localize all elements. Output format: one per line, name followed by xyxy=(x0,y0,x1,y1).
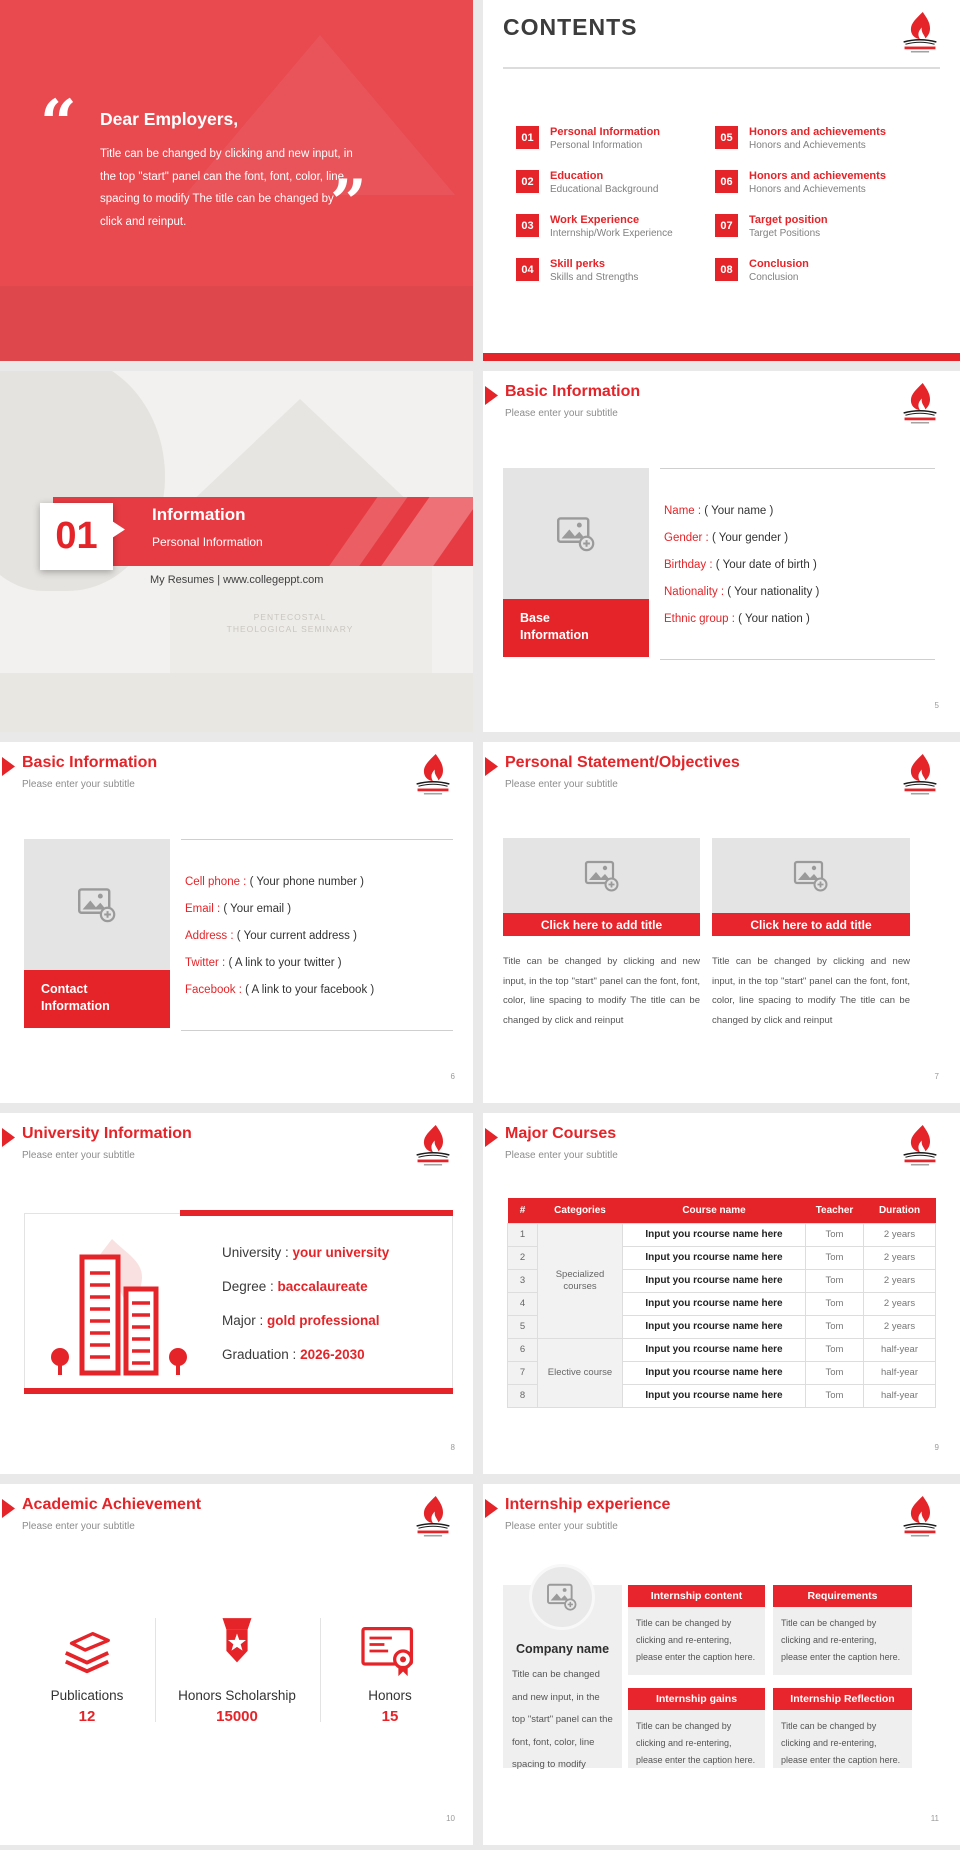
internship-box-reflection xyxy=(773,1688,912,1768)
field-value: ( Your phone number ) xyxy=(249,876,365,888)
cell-course: Input you rcourse name here xyxy=(623,1269,806,1292)
item-label: Skill perks xyxy=(550,258,606,270)
add-image-icon xyxy=(77,887,117,923)
box-caption: Title can be changed by clicking and re-entering, please enter the caption here. xyxy=(628,1607,765,1675)
cell-duration: 2 years xyxy=(864,1269,936,1292)
contents-item-02 xyxy=(516,170,741,195)
flame-book-logo-icon xyxy=(413,751,453,797)
item-number-badge: 06 xyxy=(715,170,738,193)
stat-value: 15000 xyxy=(216,1708,258,1725)
page-title: Internship experience xyxy=(505,1496,671,1513)
section-marker-triangle xyxy=(2,757,15,776)
section-title: Information xyxy=(152,505,246,524)
item-label: Personal Information xyxy=(550,126,661,138)
item-sublabel: Honors and Achievements xyxy=(749,184,866,195)
field-row xyxy=(222,1347,365,1362)
internship-box-gains xyxy=(628,1688,765,1768)
field-label: Email : xyxy=(185,903,221,915)
slide-personal-statement[interactable] xyxy=(483,742,960,1103)
cell-num: 4 xyxy=(508,1292,538,1315)
cell-duration: 2 years xyxy=(864,1223,936,1246)
cell-duration: 2 years xyxy=(864,1315,936,1338)
cell-num: 7 xyxy=(508,1361,538,1384)
photo-placeholder xyxy=(712,838,910,913)
col-header: Duration xyxy=(864,1198,936,1223)
page-number: 9 xyxy=(934,1443,939,1452)
item-number-badge: 04 xyxy=(516,258,539,281)
field-row xyxy=(185,903,291,915)
field-row xyxy=(664,586,819,598)
item-sublabel: Skills and Strengths xyxy=(550,272,639,283)
item-label: Honors and achievements xyxy=(749,126,886,138)
add-image-icon xyxy=(546,1583,578,1611)
field-label: Name : xyxy=(664,505,702,517)
item-sublabel: Personal Information xyxy=(550,140,643,151)
field-row xyxy=(185,930,357,942)
section-number-box xyxy=(40,503,113,570)
quote-title: Dear Employers, xyxy=(100,109,239,129)
contents-item-04 xyxy=(516,258,741,283)
photo-ground-shape xyxy=(0,673,473,732)
stat-scholarship xyxy=(162,1614,312,1725)
box-title: Internship gains xyxy=(628,1688,765,1710)
item-number-badge: 01 xyxy=(516,126,539,149)
field-label: Cell phone : xyxy=(185,876,247,888)
stat-value: 12 xyxy=(78,1708,96,1725)
section-marker-triangle xyxy=(485,1128,498,1147)
section-subtitle: Personal Information xyxy=(152,535,263,549)
item-label: Conclusion xyxy=(749,258,809,270)
field-value: ( Your nation ) xyxy=(738,613,810,625)
divider xyxy=(155,1618,156,1722)
table-row xyxy=(508,1338,936,1361)
cell-num: 1 xyxy=(508,1223,538,1246)
stat-label: Honors xyxy=(368,1688,412,1703)
stat-value: 15 xyxy=(381,1708,399,1725)
col-header: Categories xyxy=(538,1198,623,1223)
table-header-row xyxy=(508,1198,936,1223)
page-number: 8 xyxy=(450,1443,455,1452)
section-number: 01 xyxy=(55,515,98,557)
section-marker-triangle xyxy=(485,386,498,405)
flame-book-logo-icon xyxy=(413,1122,453,1168)
cell-num: 5 xyxy=(508,1315,538,1338)
slide-university-information[interactable] xyxy=(0,1113,473,1474)
box-title: Requirements xyxy=(773,1585,912,1607)
slide-contents[interactable] xyxy=(483,0,960,361)
cell-teacher: Tom xyxy=(806,1338,864,1361)
photo-placeholder xyxy=(503,468,649,599)
flame-book-logo-icon xyxy=(900,9,940,55)
cell-num: 2 xyxy=(508,1246,538,1269)
field-value: ( A link to your twitter ) xyxy=(228,957,342,969)
photo-placeholder xyxy=(503,838,700,913)
page-title: Academic Achievement xyxy=(22,1496,202,1513)
field-value: ( Your email ) xyxy=(223,903,292,915)
divider xyxy=(660,659,935,660)
field-value: ( Your current address ) xyxy=(236,930,357,942)
contents-item-06 xyxy=(715,170,940,195)
divider xyxy=(660,468,935,469)
add-image-icon xyxy=(556,516,596,552)
field-value: ( Your gender ) xyxy=(711,532,789,544)
field-label: University : xyxy=(222,1245,289,1260)
cell-category: Elective course xyxy=(538,1338,623,1407)
divider xyxy=(181,839,453,840)
page-number: 6 xyxy=(450,1072,455,1081)
cell-category: Specialized courses xyxy=(538,1223,623,1338)
section-marker-triangle xyxy=(485,1499,498,1518)
internship-box-requirements xyxy=(773,1585,912,1675)
item-sublabel: Educational Background xyxy=(550,184,659,195)
item-sublabel: Target Positions xyxy=(749,228,821,239)
photo-caption: PENTECOSTAL THEOLOGICAL SEMINARY xyxy=(226,612,354,634)
item-number-badge: 08 xyxy=(715,258,738,281)
page-subtitle: Please enter your subtitle xyxy=(505,1150,618,1161)
cell-course: Input you rcourse name here xyxy=(623,1384,806,1407)
field-row xyxy=(185,876,364,888)
cell-duration: 2 years xyxy=(864,1292,936,1315)
cell-num: 3 xyxy=(508,1269,538,1292)
courses-table xyxy=(507,1198,936,1408)
field-value: ( A link to your facebook ) xyxy=(245,984,375,996)
field-value: gold professional xyxy=(267,1313,380,1328)
field-value: ( Your name ) xyxy=(704,505,774,517)
item-label: Work Experience xyxy=(550,214,640,226)
section-marker-triangle xyxy=(2,1499,15,1518)
field-label: Graduation : xyxy=(222,1347,297,1362)
flame-book-logo-icon xyxy=(413,1493,453,1539)
page-title: University Information xyxy=(22,1125,192,1142)
col-header: Course name xyxy=(623,1198,806,1223)
field-value: 2026-2030 xyxy=(300,1347,365,1362)
stat-label: Honors Scholarship xyxy=(178,1688,296,1703)
field-row xyxy=(664,559,817,571)
page-title: Basic Information xyxy=(505,383,641,400)
field-row xyxy=(664,613,810,625)
box-caption: Title can be changed by clicking and re-entering, please enter the caption here. xyxy=(773,1607,912,1675)
flame-book-logo-icon xyxy=(900,380,940,426)
cell-teacher: Tom xyxy=(806,1361,864,1384)
contents-item-03 xyxy=(516,214,741,239)
stat-honors xyxy=(315,1614,465,1725)
field-row xyxy=(664,505,773,517)
university-building-icon xyxy=(42,1229,210,1387)
field-row xyxy=(185,957,342,969)
item-sublabel: Honors and Achievements xyxy=(749,140,866,151)
internship-box-content xyxy=(628,1585,765,1675)
section-marker-triangle xyxy=(485,757,498,776)
page-subtitle: Please enter your subtitle xyxy=(505,1521,618,1532)
field-label: Gender : xyxy=(664,532,709,544)
courses-table-wrap xyxy=(507,1198,935,1408)
table-row xyxy=(508,1223,936,1246)
cell-course: Input you rcourse name here xyxy=(623,1292,806,1315)
cell-course: Input you rcourse name here xyxy=(623,1361,806,1384)
divider xyxy=(181,1030,453,1031)
page-title: Major Courses xyxy=(505,1125,617,1142)
card-top-accent-bar xyxy=(180,1210,453,1216)
section-marker-triangle xyxy=(2,1128,15,1147)
item-number-badge: 03 xyxy=(516,214,539,237)
field-row xyxy=(222,1245,389,1260)
item-label: Target position xyxy=(749,214,828,226)
cell-teacher: Tom xyxy=(806,1292,864,1315)
item-number-badge: 05 xyxy=(715,126,738,149)
box-title: Internship Reflection xyxy=(773,1688,912,1710)
flame-book-logo-icon xyxy=(900,1493,940,1539)
slide-academic-achievement[interactable] xyxy=(0,1484,473,1845)
add-title-button: Click here to add title xyxy=(712,913,910,936)
item-label: Honors and achievements xyxy=(749,170,886,182)
card-caption: Title can be changed by clicking and new input, in the top "start" panel can the font, font, color, line spacing to modify The title can be changed by click and reinput xyxy=(503,956,700,1026)
col-header: Teacher xyxy=(806,1198,864,1223)
field-label: Ethnic group : xyxy=(664,613,735,625)
cell-num: 8 xyxy=(508,1384,538,1407)
item-number-badge: 02 xyxy=(516,170,539,193)
cell-duration: half-year xyxy=(864,1384,936,1407)
slide-section-01[interactable] xyxy=(0,371,473,732)
section-footer: My Resumes | www.collegeppt.com xyxy=(150,574,324,586)
page-number: 10 xyxy=(446,1814,455,1823)
bottom-accent-bar xyxy=(483,353,960,361)
item-label: Education xyxy=(550,170,604,182)
divider xyxy=(503,67,940,69)
item-number-badge: 07 xyxy=(715,214,738,237)
field-label: Twitter : xyxy=(185,957,226,969)
quote-body: Title can be changed by clicking and new input, in the top "start" panel can the font, font, color, line spacing to modify The title can be changed by click and reinput. xyxy=(100,148,353,228)
box-caption: Title can be changed by clicking and re-entering, please enter the caption here. xyxy=(628,1710,765,1768)
cell-course: Input you rcourse name here xyxy=(623,1223,806,1246)
cell-course: Input you rcourse name here xyxy=(623,1246,806,1269)
cell-teacher: Tom xyxy=(806,1246,864,1269)
field-row xyxy=(185,984,374,996)
page-title: Basic Information xyxy=(22,754,158,771)
add-title-button: Click here to add title xyxy=(503,913,700,936)
company-name: Company name xyxy=(515,1642,610,1656)
photo-bottom-overlay xyxy=(0,286,473,361)
box-caption: Title can be changed by clicking and re-entering, please enter the caption here. xyxy=(773,1710,912,1768)
card-caption: Title can be changed by clicking and new input, in the top "start" panel can the font, font, color, line spacing to modify The title can be changed by click and reinput xyxy=(712,956,910,1026)
publications-icon xyxy=(12,1614,162,1678)
cell-duration: half-year xyxy=(864,1338,936,1361)
field-value: your university xyxy=(292,1245,390,1260)
page-title: Personal Statement/Objectives xyxy=(505,754,740,771)
slide-contact-information[interactable] xyxy=(0,742,473,1103)
page-number: 11 xyxy=(930,1814,939,1823)
slide-basic-information[interactable] xyxy=(483,371,960,732)
company-caption: Title can be changed and new input, in the top "start" panel can the font, font, color, line spacing to modify xyxy=(512,1669,613,1770)
cell-course: Input you rcourse name here xyxy=(623,1315,806,1338)
field-label: Nationality : xyxy=(664,586,725,598)
certificate-icon xyxy=(315,1614,465,1678)
contents-item-05 xyxy=(715,126,940,151)
slide-internship-experience[interactable] xyxy=(483,1484,960,1845)
stat-label: Publications xyxy=(50,1688,124,1703)
scholarship-medal-icon xyxy=(162,1614,312,1678)
stat-publications xyxy=(12,1614,162,1725)
cell-teacher: Tom xyxy=(806,1223,864,1246)
cell-course: Input you rcourse name here xyxy=(623,1338,806,1361)
page-subtitle: Please enter your subtitle xyxy=(22,779,135,790)
field-row xyxy=(222,1313,380,1328)
page-number: 5 xyxy=(934,701,939,710)
company-photo-placeholder xyxy=(529,1564,595,1630)
page-subtitle: Please enter your subtitle xyxy=(22,1521,135,1532)
contents-item-08 xyxy=(715,258,940,283)
field-label: Facebook : xyxy=(185,984,242,996)
flame-book-logo-icon xyxy=(900,1122,940,1168)
field-label: Major : xyxy=(222,1313,264,1328)
cell-teacher: Tom xyxy=(806,1384,864,1407)
photo-placeholder xyxy=(24,839,170,970)
cell-duration: 2 years xyxy=(864,1246,936,1269)
field-label: Address : xyxy=(185,930,234,942)
contents-item-01 xyxy=(516,126,741,151)
col-header: # xyxy=(508,1198,538,1223)
field-row xyxy=(222,1279,368,1294)
cell-duration: half-year xyxy=(864,1361,936,1384)
page-subtitle: Please enter your subtitle xyxy=(505,408,618,419)
page-subtitle: Please enter your subtitle xyxy=(22,1150,135,1161)
close-quote-icon: ” xyxy=(330,166,367,241)
open-quote-icon: “ xyxy=(40,86,77,161)
add-image-icon xyxy=(793,860,829,892)
info-badge: Base Information xyxy=(503,599,649,657)
flame-book-logo-icon xyxy=(900,751,940,797)
add-image-icon xyxy=(584,860,620,892)
field-label: Degree : xyxy=(222,1279,274,1294)
slide-quote[interactable] xyxy=(0,0,473,361)
page-number: 7 xyxy=(934,1072,939,1081)
contents-item-07 xyxy=(715,214,940,239)
field-row xyxy=(664,532,788,544)
field-value: baccalaureate xyxy=(277,1279,368,1294)
slide-major-courses[interactable] xyxy=(483,1113,960,1474)
field-value: ( Your nationality ) xyxy=(727,586,820,598)
cell-teacher: Tom xyxy=(806,1315,864,1338)
cell-teacher: Tom xyxy=(806,1269,864,1292)
info-badge: Contact Information xyxy=(24,970,170,1028)
box-title: Internship content xyxy=(628,1585,765,1607)
item-sublabel: Conclusion xyxy=(749,272,799,283)
field-label: Birthday : xyxy=(664,559,713,571)
field-value: ( Your date of birth ) xyxy=(715,559,817,571)
page-subtitle: Please enter your subtitle xyxy=(505,779,618,790)
cell-num: 6 xyxy=(508,1338,538,1361)
item-sublabel: Internship/Work Experience xyxy=(550,228,673,239)
contents-title: CONTENTS xyxy=(503,14,638,40)
card-bottom-accent-bar xyxy=(24,1388,453,1394)
